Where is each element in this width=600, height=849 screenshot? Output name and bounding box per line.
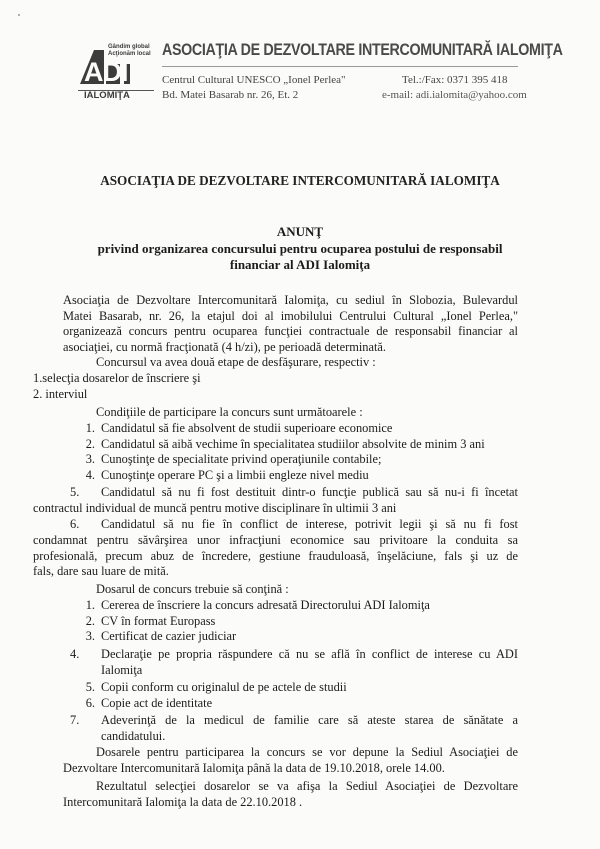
subtitle-line-1: privind organizarea concursului pentru ocuparea postului de responsabil (97, 241, 503, 256)
intro-paragraph (63, 293, 518, 355)
list-item: 3. Cunoştinţe de specialitate privind operaţiunile contabile; (85, 452, 382, 467)
intro-line: Asociaţia de Dezvoltare Intercomunitară Ialomiţa, cu sediul în Slobozia, Bulevardul (63, 293, 518, 307)
list-item: 4. Cunoştinţe operare PC şi a limbii engleze nivel mediu (85, 467, 369, 482)
letterhead-email: e-mail: adi.ialomita@yahoo.com (382, 89, 527, 101)
logo-slogan-2: Acţionăm local (108, 51, 151, 57)
logo-county: IALOMIŢA (84, 90, 130, 101)
logo-slogan-1: Gândim global (108, 44, 150, 50)
intro-line: asociaţiei, cu normă fracţionată (4 h/zi), pe perioadă determinată. (63, 339, 387, 354)
dossier-item-7-cont: candidatului. (101, 729, 166, 743)
intro-line: Matei Basarab, nr. 26, la etajul doi al imobilului Centrului Cultural „Ionel Perlea," (63, 308, 518, 323)
dossier-item-4-cont: Ialomiţa (101, 663, 143, 677)
condition-5-cont: contractul individual de muncă pentru motive disciplinare în ultimii 3 ani (33, 501, 397, 515)
logo-letters: ADI (84, 57, 128, 87)
list-item: 5. Copii conform cu originalul de pe actele de studii (85, 680, 347, 694)
document-title: ANUNŢ (276, 224, 324, 239)
list-item: 1. Candidatul să fie absolvent de studii superioare economice (85, 421, 393, 435)
dossier-list-rest (70, 680, 347, 711)
closing-paragraph-1: Dosarele pentru participarea la concurs se vor depune la Sediul Asociaţiei de Dezvoltare Intercomunitară Ialomiţa până la data de 19.10.2018, orele 14.00. (63, 745, 518, 775)
stages-intro: Concursul va avea două etape de desfăşurare, respectiv : (96, 355, 376, 369)
scan-speck (18, 14, 20, 16)
document-org-title: ASOCIAŢIA DE DEZVOLTARE INTERCOMUNITARĂ IALOMIŢA (100, 173, 500, 188)
letterhead-address-1: Centrul Cultural UNESCO „Ionel Perlea" (162, 74, 346, 86)
conditions-intro: Condiţiile de participare la concurs sunt următoarele : (96, 405, 363, 419)
conditions-list (70, 421, 485, 483)
letterhead-phone: Tel.:/Fax: 0371 395 418 (402, 74, 508, 86)
dossier-list (70, 598, 430, 645)
dossier-item-7: 7. Adeverinţă de la medicul de familie care să ateste starea de sănătate a (70, 713, 518, 727)
adi-logo (78, 44, 154, 102)
list-item: 2. Candidatul să aibă vechime în specialitatea studiilor absolvite de minim 3 ani (85, 436, 485, 451)
condition-5: 5. Candidatul să nu fi fost destituit dintr-o funcţie publică sau să nu-i fi încetat (70, 485, 518, 499)
condition-6: 6. Candidatul să nu fie în conflict de interese, potrivit legii şi să nu fi fost (70, 517, 518, 531)
intro-line: organizează concurs pentru ocuparea funcţiei contractuale de responsabil financiar al (63, 324, 518, 339)
closing-paragraph-2: Rezultatul selecţiei dosarelor se va afişa la Sediul Asociaţiei de Dezvoltare Intercomunitară Ialomiţa la data de 22.10.2018 . (63, 779, 518, 809)
stage-2: 2. interviul (33, 387, 88, 401)
list-item: 6. Copie act de identitate (85, 695, 213, 710)
dossier-intro: Dosarul de concurs trebuie să conţină : (96, 582, 289, 596)
letterhead-org-name: ASOCIAŢIA DE DEZVOLTARE INTERCOMUNITARĂ IALOMIŢA (162, 40, 563, 59)
letterhead-divider (162, 66, 518, 67)
list-item: 3. Certificat de cazier judiciar (85, 629, 237, 644)
condition-6-cont: condamnat pentru săvârşirea unor infracţiuni economice sau privitoare la conduita sa profesională, precum abuz de încredere, gestiune frauduloasă, înşelăciune, fals şi uz de fals, dare sau luare de mită. (33, 533, 518, 579)
letterhead-address-2: Bd. Matei Basarab nr. 26, Et. 2 (162, 89, 299, 101)
dossier-item-4: 4. Declaraţie pe propria răspundere că nu se află în conflict de interese cu ADI (70, 647, 518, 661)
stage-1: 1.selecţia dosarelor de înscriere şi (33, 371, 201, 385)
list-item: 2. CV în format Europass (85, 613, 216, 628)
document-subtitle (60, 241, 540, 273)
list-item: 1. Cererea de înscriere la concurs adresată Directorului ADI Ialomiţa (85, 598, 430, 612)
subtitle-line-2: financiar al ADI Ialomiţa (229, 257, 371, 272)
